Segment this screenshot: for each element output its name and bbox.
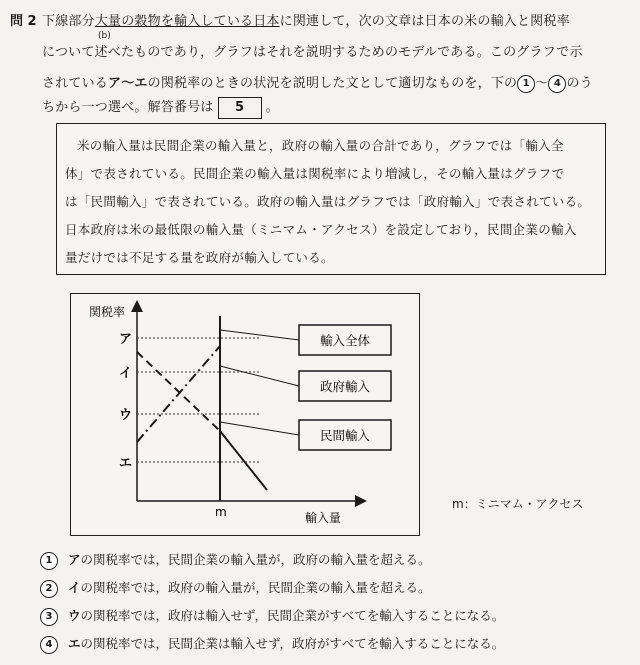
passage-line: 体」で表されている。民間企業の輸入量は関税率により増減し，その輸入量はグラフで	[65, 166, 565, 181]
minimum-access-note: m：ミニマム・アクセス	[452, 497, 584, 511]
choice-text: の関税率では，政府の輸入量が，民間企業の輸入量を超える。	[80, 580, 431, 595]
question-number: 問 2	[10, 14, 37, 29]
choice-2[interactable]	[40, 578, 431, 598]
y-tick-label: ア	[119, 332, 133, 347]
legend-pointer	[220, 330, 299, 340]
graph-svg	[71, 294, 421, 537]
y-tick-label: エ	[119, 456, 133, 471]
circled-number-4: 4	[548, 75, 566, 93]
passage-line: 量だけでは不足する量を政府が輸入している。	[65, 250, 334, 265]
underline-marker: (b)	[98, 31, 111, 41]
passage-box	[56, 123, 606, 275]
answer-number-box: 5	[218, 97, 262, 119]
circled-number-1: 1	[517, 75, 535, 93]
legend-label-private: 民間輸入	[319, 428, 371, 443]
legend-pointer	[220, 366, 299, 386]
y-axis-label: 関税率	[89, 305, 126, 319]
choice-label: ア	[68, 552, 81, 567]
choice-label: イ	[68, 580, 81, 595]
choice-label: エ	[68, 636, 81, 651]
choice-number: 2	[40, 580, 58, 598]
choice-number: 4	[40, 636, 58, 654]
choice-4[interactable]	[40, 634, 504, 654]
passage-line: は「民間輸入」で表されている。政府の輸入量はグラフでは「政府輸入」で表されている。	[65, 194, 591, 209]
question-line-1: 下線部分大量の穀物を輸入している日本に関連して，次の文章は日本の米の輸入と関税率	[42, 14, 570, 29]
question-line-4: ちから一つ選べ。解答番号は 5 。	[42, 96, 279, 119]
legend-label-government: 政府輸入	[319, 379, 371, 394]
choice-3[interactable]	[40, 606, 504, 626]
question-line-3: されているア〜エの関税率のときの状況を説明した文として適切なものを，下の 1 〜 4 のう	[42, 76, 593, 91]
choice-text: の関税率では，政府は輸入せず，民間企業がすべてを輸入することになる。	[80, 608, 505, 623]
question-line-2: について述べたものであり，グラフはそれを説明するためのモデルである。このグラフで示	[42, 45, 583, 60]
x-axis-label: 輸入量	[305, 511, 342, 525]
passage-line: 日本政府は米の最低限の輸入量（ミニマム・アクセス）を設定しており，民間企業の輸入	[65, 222, 577, 237]
private-import-line-dashed	[137, 352, 220, 431]
graph-figure	[70, 293, 420, 536]
passage-line: 米の輸入量は民間企業の輸入量と，政府の輸入量の合計であり，グラフでは「輸入全	[77, 138, 564, 153]
underlined-phrase: 大量の穀物を輸入している日本	[94, 14, 280, 29]
choice-text: の関税率では，民間企業は輸入せず，政府がすべてを輸入することになる。	[80, 636, 505, 651]
choice-text: の関税率では，民間企業の輸入量が，政府の輸入量を超える。	[80, 552, 431, 567]
legend-pointer	[220, 422, 299, 435]
x-tick-label: m	[215, 505, 227, 519]
choice-number: 1	[40, 552, 58, 570]
private-import-line-solid	[220, 431, 267, 490]
y-tick-label: ウ	[119, 408, 133, 423]
choice-label: ウ	[68, 608, 81, 623]
choice-1[interactable]	[40, 550, 431, 570]
choice-number: 3	[40, 608, 58, 626]
label-range: ア〜エ	[108, 76, 148, 91]
government-import-line	[137, 346, 220, 442]
legend-label-total: 輸入全体	[319, 333, 371, 348]
y-tick-label: イ	[119, 366, 133, 381]
